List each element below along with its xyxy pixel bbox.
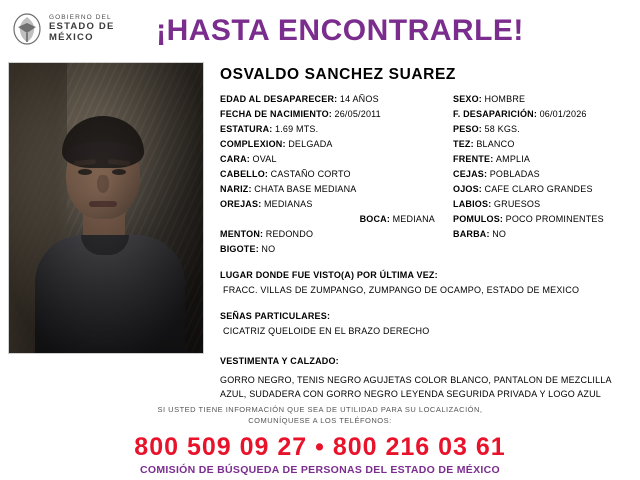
field-frente-value: AMPLIA xyxy=(495,154,531,164)
field-fecha-desaparicion xyxy=(453,108,632,120)
field-sexo xyxy=(453,93,632,105)
field-peso-label: PESO: xyxy=(453,124,483,134)
distinguishing-marks-label: SEÑAS PARTICULARES: xyxy=(220,311,331,321)
field-cabello-value: CASTAÑO CORTO xyxy=(270,169,351,179)
field-edad-label: EDAD AL DESAPARECER: xyxy=(220,94,338,104)
field-nariz xyxy=(220,183,453,195)
distinguishing-marks-block xyxy=(220,310,632,337)
field-fecha-nacimiento-value: 26/05/2011 xyxy=(334,109,381,119)
field-cara-label: CARA: xyxy=(220,154,250,164)
field-boca xyxy=(220,213,453,225)
field-spacer xyxy=(453,243,632,255)
field-ojos xyxy=(453,183,632,195)
clothing-line-2: AZUL, SUDADERA CON GORRO NEGRO LEYENDA SEGURIDA PRIVADA Y LOGO AZUL xyxy=(220,389,601,399)
field-labios-label: LABIOS: xyxy=(453,199,492,209)
field-complexion-value: DELGADA xyxy=(288,139,333,149)
field-complexion xyxy=(220,138,453,150)
person-data xyxy=(220,66,632,337)
last-seen-block xyxy=(220,269,632,296)
field-complexion-label: COMPLEXION: xyxy=(220,139,286,149)
field-cabello-label: CABELLO: xyxy=(220,169,269,179)
field-menton-label: MENTON: xyxy=(220,229,264,239)
field-menton-value: REDONDO xyxy=(265,229,314,239)
field-cabello xyxy=(220,168,453,180)
field-orejas-value: MEDIANAS xyxy=(263,199,313,209)
field-pomulos xyxy=(453,213,632,225)
field-ojos-value: CAFE CLARO GRANDES xyxy=(484,184,593,194)
person-name: OSVALDO SANCHEZ SUAREZ xyxy=(220,66,456,83)
field-frente-label: FRENTE: xyxy=(453,154,494,164)
field-cara-value: OVAL xyxy=(252,154,277,164)
field-peso xyxy=(453,123,632,135)
clothing-block xyxy=(220,355,632,401)
field-bigote-value: NO xyxy=(261,244,276,254)
field-nariz-value: CHATA BASE MEDIANA xyxy=(254,184,357,194)
clothing-label: VESTIMENTA Y CALZADO: xyxy=(220,356,339,366)
contact-phone-numbers: 800 509 09 27 • 800 216 03 61 xyxy=(134,433,506,461)
field-barba-label: BARBA: xyxy=(453,229,490,239)
field-cejas-label: CEJAS: xyxy=(453,169,488,179)
field-cejas-value: POBLADAS xyxy=(489,169,540,179)
field-fecha-nacimiento xyxy=(220,108,453,120)
poster-footer xyxy=(0,404,640,476)
clothing-line-1: GORRO NEGRO, TENIS NEGRO AGUJETAS COLOR BLANCO, PANTALON DE MEZCLILLA xyxy=(220,375,612,385)
field-boca-value: MEDIANA xyxy=(392,214,435,224)
field-orejas-label: OREJAS: xyxy=(220,199,262,209)
field-barba-value: NO xyxy=(492,229,507,239)
field-estatura xyxy=(220,123,453,135)
footer-note-line-2: COMUNÍQUESE A LOS TELÉFONOS: xyxy=(248,416,392,425)
field-fecha-nacimiento-label: FECHA DE NACIMIENTO: xyxy=(220,109,332,119)
field-nariz-label: NARIZ: xyxy=(220,184,252,194)
field-estatura-label: ESTATURA: xyxy=(220,124,273,134)
field-pomulos-label: POMULOS: xyxy=(453,214,504,224)
field-barba xyxy=(453,228,632,240)
photo-vignette xyxy=(9,63,203,353)
field-fecha-desaparicion-label: F. DESAPARICIÓN: xyxy=(453,109,538,119)
field-sexo-value: HOMBRE xyxy=(484,94,526,104)
field-tez xyxy=(453,138,632,150)
field-orejas xyxy=(220,198,453,210)
field-cejas xyxy=(453,168,632,180)
attributes-grid xyxy=(220,93,632,255)
logo-line-1: GOBIERNO DEL xyxy=(49,14,112,22)
last-seen-value: FRACC. VILLAS DE ZUMPANGO, ZUMPANGO DE OCAMPO, ESTADO DE MEXICO xyxy=(223,284,580,295)
field-bigote-label: BIGOTE: xyxy=(220,244,259,254)
distinguishing-marks-value: CICATRIZ QUELOIDE EN EL BRAZO DERECHO xyxy=(223,325,430,336)
last-seen-label: LUGAR DONDE FUE VISTO(A) POR ÚLTIMA VEZ: xyxy=(220,270,438,280)
field-frente xyxy=(453,153,632,165)
field-fecha-desaparicion-value: 06/01/2026 xyxy=(539,109,587,119)
field-bigote xyxy=(220,243,453,255)
field-edad-value: 14 AÑOS xyxy=(339,94,379,104)
field-labios-value: GRUESOS xyxy=(493,199,541,209)
field-peso-value: 58 KGS. xyxy=(484,124,520,134)
field-tez-label: TEZ: xyxy=(453,139,474,149)
field-estatura-value: 1.69 MTS. xyxy=(274,124,319,134)
page-title: ¡HASTA ENCONTRARLE! xyxy=(156,14,524,47)
field-pomulos-value: POCO PROMINENTES xyxy=(505,214,604,224)
poster-header xyxy=(0,0,640,58)
field-boca-label: BOCA: xyxy=(359,214,391,224)
logo-line-2: ESTADO DE MÉXICO xyxy=(49,20,115,43)
field-edad xyxy=(220,93,453,105)
footer-note-line-1: SI USTED TIENE INFORMACIÓN QUE SEA DE UTILIDAD PARA SU LOCALIZACIÓN, xyxy=(157,405,483,414)
field-ojos-label: OJOS: xyxy=(453,184,483,194)
field-labios xyxy=(453,198,632,210)
field-tez-value: BLANCO xyxy=(476,139,515,149)
field-cara xyxy=(220,153,453,165)
person-photo xyxy=(8,62,204,354)
field-sexo-label: SEXO: xyxy=(453,94,483,104)
field-menton xyxy=(220,228,453,240)
commission-name: COMISIÓN DE BÚSQUEDA DE PERSONAS DEL ESTADO DE MÉXICO xyxy=(140,464,500,476)
